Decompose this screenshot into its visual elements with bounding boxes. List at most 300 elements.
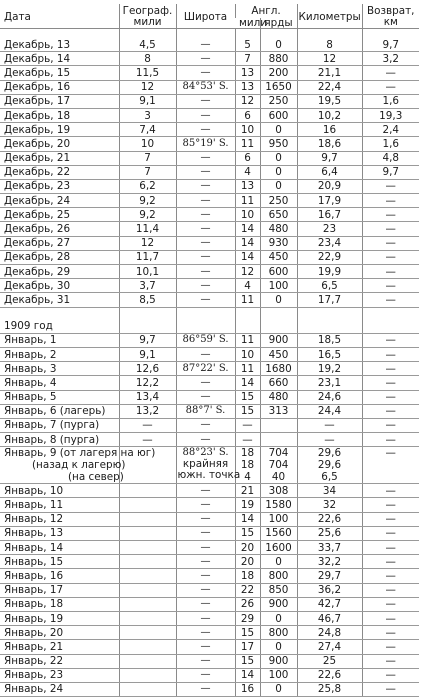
cell-eng-miles: 14 (235, 236, 260, 250)
cell-km: 10,2 (297, 108, 362, 122)
cell-eng-miles: 21 (235, 484, 260, 498)
cell-date: Декабрь, 27 (0, 236, 119, 250)
cell-km: — (297, 433, 362, 447)
cell-geo-miles: — (119, 433, 176, 447)
cell-km: 24,6 (297, 390, 362, 404)
cell-date: Декабрь, 13 (0, 38, 119, 52)
cell-eng-miles: — (235, 433, 260, 447)
cell-eng-miles: 20 (235, 555, 260, 569)
cell-latitude: — (176, 626, 235, 640)
cell-eng-yards: 800 (260, 626, 297, 640)
header-eng-miles: мили (235, 18, 260, 29)
cell-eng-yards: 0 (260, 682, 297, 696)
cell-return: — (362, 418, 419, 432)
cell-return: — (362, 194, 419, 208)
date-line: (назад к лагерю) (32, 459, 126, 472)
cell-eng-miles: 7 (235, 52, 260, 66)
cell-date: Январь, 6 (лагерь) (0, 404, 119, 418)
cell-eng-yards: 308 (260, 484, 297, 498)
table-row (0, 137, 419, 151)
table-row (0, 418, 419, 432)
cell-eng-miles: 15 (235, 404, 260, 418)
cell-latitude: — (176, 569, 235, 583)
cell-eng-yards: 313 (260, 404, 297, 418)
cell-eng-miles: 20 (235, 541, 260, 555)
cell-return: 2,4 (362, 123, 419, 137)
spacer-cell (297, 29, 362, 39)
cell-date: Январь, 15 (0, 555, 119, 569)
table-row (0, 390, 419, 404)
table-row (0, 165, 419, 179)
cell-return: — (362, 526, 419, 540)
cell-latitude: — (176, 165, 235, 179)
table-row (0, 236, 419, 250)
cell-eng-miles: 5 (235, 38, 260, 52)
spacer-cell (297, 307, 362, 320)
table-row (0, 512, 419, 526)
table-row (0, 333, 419, 347)
cell-return: — (362, 347, 419, 361)
cell-km (297, 447, 362, 484)
cell-km: 24,8 (297, 626, 362, 640)
cell-date: Декабрь, 20 (0, 137, 119, 151)
cell-eng-yards: 660 (260, 376, 297, 390)
cell-geo-miles (119, 498, 176, 512)
cell-km: 34 (297, 484, 362, 498)
table-row-january-9 (0, 447, 419, 484)
cell-latitude: 85°19' S. (176, 137, 235, 151)
cell-return: — (362, 66, 419, 80)
cell-eng-yards: 250 (260, 94, 297, 108)
cell-eng-miles: 14 (235, 668, 260, 682)
cell-eng-miles: 12 (235, 265, 260, 279)
cell-latitude: 86°59' S. (176, 333, 235, 347)
table-row (0, 347, 419, 361)
table-row (0, 66, 419, 80)
cell-date: Декабрь, 19 (0, 123, 119, 137)
cell-date: Январь, 12 (0, 512, 119, 526)
empty-cell (362, 320, 419, 334)
cell-latitude: — (176, 38, 235, 52)
table-row (0, 640, 419, 654)
cell-date: Декабрь, 21 (0, 151, 119, 165)
cell-return: — (362, 611, 419, 625)
cell-geo-miles: 9,2 (119, 194, 176, 208)
cell-date: Январь, 20 (0, 626, 119, 640)
spacer-cell (235, 307, 260, 320)
section-gap-row (0, 307, 419, 320)
cell-latitude: — (176, 654, 235, 668)
cell-eng-yards: 880 (260, 52, 297, 66)
cell-return: 3,2 (362, 52, 419, 66)
cell-km: 16,7 (297, 208, 362, 222)
cell-date: Декабрь, 25 (0, 208, 119, 222)
cell-return: 9,7 (362, 165, 419, 179)
cell-latitude: — (176, 526, 235, 540)
cell-return: — (362, 376, 419, 390)
table-row (0, 484, 419, 498)
cell-latitude: — (176, 194, 235, 208)
cell-geo-miles (119, 682, 176, 696)
cell-date (0, 447, 156, 484)
value-line: 704 (268, 459, 289, 472)
spacer-cell (260, 29, 297, 39)
cell-eng-yards: 900 (260, 597, 297, 611)
cell-eng-miles: 11 (235, 194, 260, 208)
cell-date: Январь, 14 (0, 541, 119, 555)
cell-km: 46,7 (297, 611, 362, 625)
cell-date: Январь, 13 (0, 526, 119, 540)
cell-eng-miles: 10 (235, 208, 260, 222)
cell-eng-yards: 1600 (260, 541, 297, 555)
table-row (0, 362, 419, 376)
table-header (0, 4, 419, 29)
cell-km: 23 (297, 222, 362, 236)
cell-km: 32 (297, 498, 362, 512)
header-return-line1: Возврат, (367, 5, 415, 17)
cell-eng-miles: 12 (235, 94, 260, 108)
value-line: 40 (271, 471, 286, 484)
value-line: 4 (244, 471, 251, 484)
cell-geo-miles: 6,2 (119, 179, 176, 193)
cell-eng-miles: 11 (235, 137, 260, 151)
cell-eng-miles: 10 (235, 123, 260, 137)
cell-latitude: — (176, 541, 235, 555)
year-row (0, 320, 419, 334)
spacer-cell (235, 29, 260, 39)
cell-eng-yards: 1580 (260, 498, 297, 512)
cell-geo-miles: 9,7 (119, 333, 176, 347)
cell-eng-yards: 250 (260, 194, 297, 208)
cell-latitude: — (176, 52, 235, 66)
cell-eng-yards: 0 (260, 611, 297, 625)
cell-eng-yards: 950 (260, 137, 297, 151)
table-row (0, 265, 419, 279)
cell-eng-yards: 480 (260, 222, 297, 236)
cell-latitude: — (176, 433, 235, 447)
cell-return: — (362, 597, 419, 611)
cell-return: — (362, 583, 419, 597)
cell-geo-miles: 12,2 (119, 376, 176, 390)
cell-km: 17,9 (297, 194, 362, 208)
cell-geo-miles: 7 (119, 151, 176, 165)
table-row (0, 611, 419, 625)
cell-eng-yards: 0 (260, 179, 297, 193)
table-row (0, 108, 419, 122)
cell-eng-miles: 15 (235, 626, 260, 640)
cell-eng-miles: 13 (235, 179, 260, 193)
cell-km: 29,7 (297, 569, 362, 583)
cell-latitude: — (176, 418, 235, 432)
cell-return: 19,3 (362, 108, 419, 122)
cell-geo-miles: 7,4 (119, 123, 176, 137)
cell-date: Январь, 4 (0, 376, 119, 390)
cell-geo-miles (119, 512, 176, 526)
cell-date: Декабрь, 30 (0, 279, 119, 293)
cell-km: 6,5 (297, 279, 362, 293)
cell-date: Январь, 22 (0, 654, 119, 668)
cell-date: Январь, 17 (0, 583, 119, 597)
cell-return: — (362, 654, 419, 668)
cell-geo-miles (119, 626, 176, 640)
cell-eng-miles: 17 (235, 640, 260, 654)
cell-km: 36,2 (297, 583, 362, 597)
value-line: 18 (240, 447, 255, 460)
table-row (0, 626, 419, 640)
cell-return: — (362, 682, 419, 696)
cell-return: — (362, 362, 419, 376)
cell-eng-miles: 11 (235, 362, 260, 376)
cell-km: 19,5 (297, 94, 362, 108)
header-geo-miles (119, 4, 176, 29)
cell-date: Декабрь, 22 (0, 165, 119, 179)
cell-return: — (362, 179, 419, 193)
cell-eng-miles: 29 (235, 611, 260, 625)
date-line: Январь, 9 (от лагеря на юг) (4, 447, 156, 460)
table-row (0, 526, 419, 540)
cell-date: Январь, 1 (0, 333, 119, 347)
spacer-cell (362, 29, 419, 39)
cell-return: 1,6 (362, 137, 419, 151)
header-spacer-row (0, 29, 419, 39)
cell-eng-yards: 900 (260, 654, 297, 668)
cell-eng-yards: 800 (260, 569, 297, 583)
table-row (0, 52, 419, 66)
cell-eng-miles: 19 (235, 498, 260, 512)
header-date: Дата (0, 4, 119, 29)
cell-km: 25,6 (297, 526, 362, 540)
cell-eng-miles: 11 (235, 333, 260, 347)
cell-eng-yards: 1560 (260, 526, 297, 540)
cell-return: — (362, 279, 419, 293)
cell-latitude: — (176, 250, 235, 264)
cell-date: Декабрь, 15 (0, 66, 119, 80)
cell-latitude: — (176, 555, 235, 569)
cell-latitude: — (176, 347, 235, 361)
table-row (0, 404, 419, 418)
cell-eng-miles: — (235, 418, 260, 432)
cell-date: Январь, 19 (0, 611, 119, 625)
cell-date: Декабрь, 23 (0, 179, 119, 193)
cell-eng-yards: 0 (260, 38, 297, 52)
table-row (0, 194, 419, 208)
cell-return: — (362, 222, 419, 236)
cell-eng-yards: 1680 (260, 362, 297, 376)
cell-km: 19,2 (297, 362, 362, 376)
table-row (0, 279, 419, 293)
cell-geo-miles: 4,5 (119, 38, 176, 52)
cell-date: Декабрь, 28 (0, 250, 119, 264)
empty-cell (260, 320, 297, 334)
cell-eng-miles: 15 (235, 390, 260, 404)
cell-eng-yards: 900 (260, 333, 297, 347)
cell-date: Январь, 8 (пурга) (0, 433, 119, 447)
cell-eng-yards: 930 (260, 236, 297, 250)
cell-date: Декабрь, 26 (0, 222, 119, 236)
cell-date: Декабрь, 14 (0, 52, 119, 66)
cell-km: 25 (297, 654, 362, 668)
cell-eng-miles: 18 (235, 569, 260, 583)
table-row (0, 179, 419, 193)
cell-km: 21,1 (297, 66, 362, 80)
cell-geo-miles (119, 597, 176, 611)
cell-return: — (362, 293, 419, 307)
latitude-note: южн. точка (177, 469, 241, 482)
cell-km: 32,2 (297, 555, 362, 569)
header-return-line2: км (383, 16, 398, 28)
value-line: 18 (240, 459, 255, 472)
cell-latitude: — (176, 265, 235, 279)
cell-eng-yards: 0 (260, 123, 297, 137)
cell-date: Декабрь, 18 (0, 108, 119, 122)
cell-km: 27,4 (297, 640, 362, 654)
cell-km: 33,7 (297, 541, 362, 555)
cell-geo-miles: 9,2 (119, 208, 176, 222)
cell-geo-miles: 12,6 (119, 362, 176, 376)
cell-latitude (176, 447, 241, 484)
cell-eng-miles: 6 (235, 108, 260, 122)
cell-km: 22,6 (297, 512, 362, 526)
cell-geo-miles: 8,5 (119, 293, 176, 307)
cell-latitude: — (176, 94, 235, 108)
cell-latitude: — (176, 108, 235, 122)
cell-return: — (362, 265, 419, 279)
table-row (0, 682, 419, 696)
cell-date: Январь, 5 (0, 390, 119, 404)
table-row (0, 555, 419, 569)
table-row (0, 597, 419, 611)
cell-date: Декабрь, 31 (0, 293, 119, 307)
header-latitude: Широта (176, 4, 235, 29)
cell-km: 16 (297, 123, 362, 137)
cell-eng-miles: 15 (235, 654, 260, 668)
cell-geo-miles: 12 (119, 236, 176, 250)
cell-date: Январь, 18 (0, 597, 119, 611)
cell-return: — (362, 333, 419, 347)
cell-geo-miles (119, 611, 176, 625)
cell-eng-yards (260, 418, 297, 432)
cell-eng-miles: 26 (235, 597, 260, 611)
cell-date: Декабрь, 29 (0, 265, 119, 279)
spacer-cell (0, 29, 119, 39)
table-row (0, 151, 419, 165)
cell-eng-yards: 850 (260, 583, 297, 597)
cell-geo-miles: 9,1 (119, 347, 176, 361)
cell-geo-miles: 11,7 (119, 250, 176, 264)
date-line: (на север) (68, 471, 124, 484)
cell-km: — (297, 418, 362, 432)
cell-km: 22,4 (297, 80, 362, 94)
cell-latitude: — (176, 611, 235, 625)
cell-geo-miles: 8 (119, 52, 176, 66)
cell-date: Январь, 23 (0, 668, 119, 682)
cell-km: 9,7 (297, 151, 362, 165)
cell-eng-miles: 14 (235, 250, 260, 264)
cell-geo-miles (119, 555, 176, 569)
spacer-cell (362, 307, 419, 320)
cell-latitude: — (176, 597, 235, 611)
cell-return: — (362, 668, 419, 682)
cell-latitude: — (176, 583, 235, 597)
cell-geo-miles: 10,1 (119, 265, 176, 279)
cell-return: — (362, 236, 419, 250)
cell-km: 20,9 (297, 179, 362, 193)
cell-eng-yards: 0 (260, 555, 297, 569)
cell-eng-yards: 0 (260, 151, 297, 165)
cell-geo-miles (119, 569, 176, 583)
cell-km: 16,5 (297, 347, 362, 361)
cell-geo-miles: 13,4 (119, 390, 176, 404)
cell-km: 12 (297, 52, 362, 66)
journey-table (0, 4, 419, 697)
table-row (0, 123, 419, 137)
cell-latitude: — (176, 484, 235, 498)
cell-latitude: — (176, 208, 235, 222)
header-return (362, 4, 419, 29)
cell-date: Январь, 3 (0, 362, 119, 376)
cell-date: Январь, 10 (0, 484, 119, 498)
cell-return: — (362, 390, 419, 404)
cell-km: 22,6 (297, 668, 362, 682)
cell-eng-yards: 450 (260, 250, 297, 264)
header-english: Англ. (235, 4, 297, 18)
cell-date: Январь, 2 (0, 347, 119, 361)
cell-latitude: 87°22' S. (176, 362, 235, 376)
header-geo-line2: мили (133, 16, 162, 28)
table-row (0, 433, 419, 447)
table-row (0, 654, 419, 668)
cell-return: — (362, 498, 419, 512)
cell-eng-yards: 650 (260, 208, 297, 222)
cell-km: 19,9 (297, 265, 362, 279)
cell-latitude: — (176, 640, 235, 654)
cell-return: — (362, 569, 419, 583)
cell-return: — (362, 433, 419, 447)
cell-geo-miles: 11,5 (119, 66, 176, 80)
table-row (0, 80, 419, 94)
cell-km: 6,4 (297, 165, 362, 179)
empty-cell (235, 320, 260, 334)
cell-eng-yards: 0 (260, 640, 297, 654)
cell-geo-miles: 11,4 (119, 222, 176, 236)
table-row (0, 208, 419, 222)
spacer-cell (260, 307, 297, 320)
cell-return: — (362, 640, 419, 654)
spacer-cell (119, 29, 176, 39)
header-geo-line1: Географ. (122, 5, 173, 17)
cell-eng-yards: 450 (260, 347, 297, 361)
cell-eng-yards: 100 (260, 512, 297, 526)
cell-geo-miles: 10 (119, 137, 176, 151)
cell-return: 4,8 (362, 151, 419, 165)
cell-return: — (362, 541, 419, 555)
empty-cell (176, 320, 235, 334)
cell-latitude: — (176, 498, 235, 512)
header-eng-yards: ярды (260, 18, 297, 29)
cell-eng-yards: 600 (260, 265, 297, 279)
cell-latitude: 84°53' S. (176, 80, 235, 94)
cell-geo-miles: 9,1 (119, 94, 176, 108)
cell-return: — (362, 626, 419, 640)
cell-eng-miles: 15 (235, 526, 260, 540)
table-row (0, 541, 419, 555)
cell-date: Декабрь, 16 (0, 80, 119, 94)
empty-cell (297, 320, 362, 334)
cell-km: 23,4 (297, 236, 362, 250)
latitude-line: 88°23' S. (182, 447, 229, 459)
table-row (0, 293, 419, 307)
table-row (0, 583, 419, 597)
